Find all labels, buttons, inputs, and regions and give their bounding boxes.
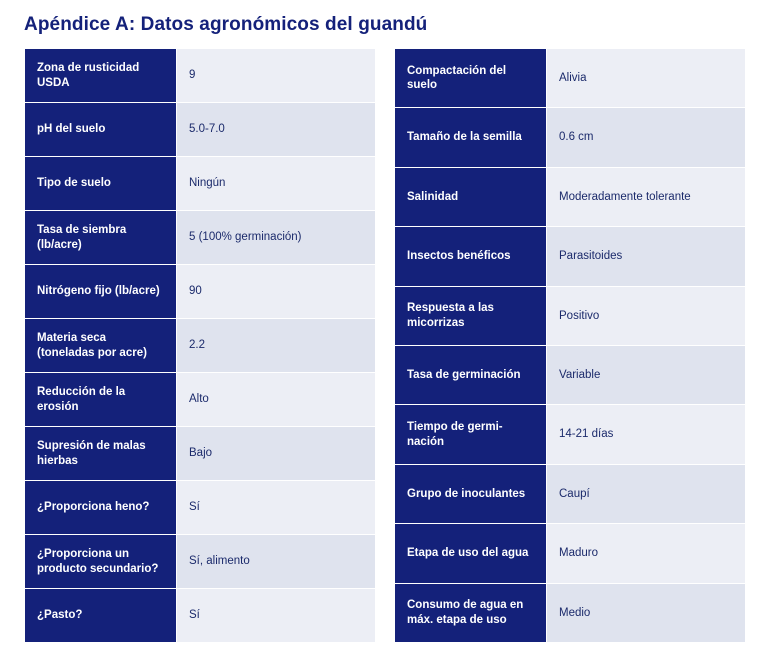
- table-row: [395, 345, 746, 404]
- row-value: Moderadamente tolerante: [547, 167, 746, 226]
- row-label: Tasa de germinación: [395, 345, 547, 404]
- row-label: Grupo de inoculantes: [395, 464, 547, 523]
- row-value: Sí: [177, 481, 376, 535]
- row-value: 0.6 cm: [547, 108, 746, 167]
- table-row: [25, 589, 376, 643]
- row-value: Alto: [177, 373, 376, 427]
- row-label: Salinidad: [395, 167, 547, 226]
- table-row: [25, 427, 376, 481]
- row-label: Tamaño de la semilla: [395, 108, 547, 167]
- row-value: Bajo: [177, 427, 376, 481]
- table-row: [25, 535, 376, 589]
- table-row: [395, 227, 746, 286]
- row-label: Respuesta a las micorrizas: [395, 286, 547, 345]
- table-row: [25, 211, 376, 265]
- row-value: 9: [177, 49, 376, 103]
- agronomic-data-table-left: [24, 48, 376, 643]
- row-label: Etapa de uso del agua: [395, 524, 547, 583]
- table-row: [395, 405, 746, 464]
- row-label: pH del suelo: [25, 103, 177, 157]
- page-title: Apéndice A: Datos agronómicos del guandú: [24, 14, 428, 35]
- table-row: [25, 49, 376, 103]
- table-row: [395, 286, 746, 345]
- agronomic-data-table-right: [394, 48, 746, 643]
- row-value: 2.2: [177, 319, 376, 373]
- table-row: [395, 464, 746, 523]
- row-label: ¿Proporciona un producto secundario?: [25, 535, 177, 589]
- table-row: [25, 157, 376, 211]
- table-row: [395, 167, 746, 226]
- table-row: [395, 524, 746, 583]
- row-label: Insectos benéficos: [395, 227, 547, 286]
- row-label: Tiempo de germi-nación: [395, 405, 547, 464]
- row-label: Tipo de suelo: [25, 157, 177, 211]
- row-label: ¿Proporciona heno?: [25, 481, 177, 535]
- row-label: Tasa de siembra (lb/acre): [25, 211, 177, 265]
- row-value: Maduro: [547, 524, 746, 583]
- row-label: Supresión de malas hierbas: [25, 427, 177, 481]
- table-row: [395, 49, 746, 108]
- table-row: [25, 373, 376, 427]
- row-label: Materia seca (toneladas por acre): [25, 319, 177, 373]
- table-row: [395, 108, 746, 167]
- table-row: [25, 103, 376, 157]
- row-value: Alivia: [547, 49, 746, 108]
- row-label: Reducción de la erosión: [25, 373, 177, 427]
- row-value: Sí, alimento: [177, 535, 376, 589]
- table-row: [25, 319, 376, 373]
- row-label: Zona de rusticidad USDA: [25, 49, 177, 103]
- row-value: Medio: [547, 583, 746, 642]
- row-label: Compactación del suelo: [395, 49, 547, 108]
- row-value: 5 (100% germinación): [177, 211, 376, 265]
- table-row: [395, 583, 746, 642]
- row-value: Ningún: [177, 157, 376, 211]
- row-value: Positivo: [547, 286, 746, 345]
- row-value: Parasitoides: [547, 227, 746, 286]
- row-value: 90: [177, 265, 376, 319]
- row-value: 5.0-7.0: [177, 103, 376, 157]
- row-value: 14-21 días: [547, 405, 746, 464]
- tables-container: [0, 48, 768, 643]
- row-label: ¿Pasto?: [25, 589, 177, 643]
- row-value: Caupí: [547, 464, 746, 523]
- row-value: Sí: [177, 589, 376, 643]
- row-label: Nitrógeno fijo (lb/acre): [25, 265, 177, 319]
- table-row: [25, 481, 376, 535]
- table-row: [25, 265, 376, 319]
- row-value: Variable: [547, 345, 746, 404]
- row-label: Consumo de agua en máx. etapa de uso: [395, 583, 547, 642]
